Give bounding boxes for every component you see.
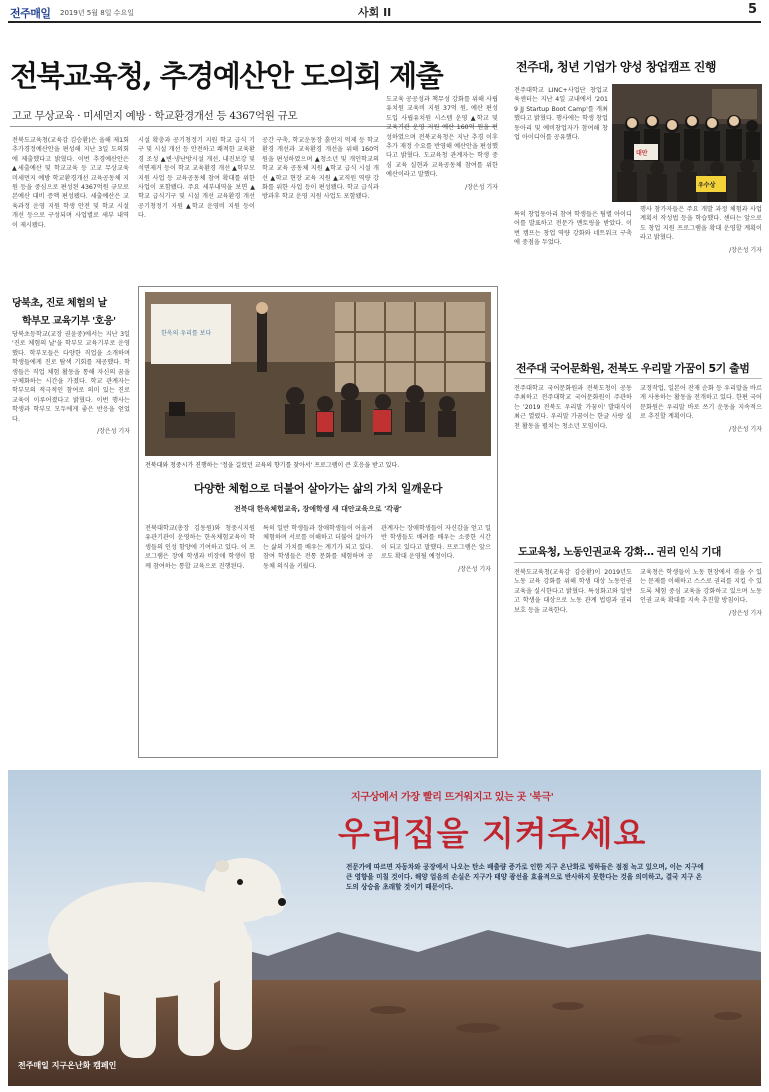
feature-column-3-wrap	[381, 524, 491, 573]
labor-rights-headline: 도교육청, 노동인권교육 강화… 권리 인식 기대	[518, 546, 721, 558]
ad-credit: 전주매일 지구온난화 캠페인	[18, 1061, 117, 1070]
photo-sign-2: 우수상	[698, 182, 716, 189]
main-story-column-4	[386, 95, 498, 191]
feature-headline: 다양한 체험으로 더불어 살아가는 삶의 가치 일깨운다	[193, 482, 443, 495]
feature-photo	[145, 292, 491, 456]
feature-byline: /장은성 기자	[458, 565, 491, 573]
section-name: 사회 II	[358, 6, 392, 19]
ad-title: 우리집을 지켜주세요	[338, 814, 647, 853]
page-number: 5	[748, 2, 758, 17]
career-day-headline-1: 당북초, 진로 체험의 날	[12, 298, 107, 309]
startup-camp-photo	[612, 84, 762, 202]
korean-language-byline: /장은성 기자	[729, 425, 762, 433]
startup-camp-text-3: 행사 참가자들은 주요 개발 과정 체험과 사업 계획서 작성법 등을 학습했다. 센터는 앞으로도 창업 지원 프로그램을 확대 운영할 계획이라고 밝혔다.	[640, 206, 762, 242]
korean-language-col-b-wrap	[640, 384, 762, 433]
korean-language-col-b: 교정작업, 일본어 잔재 순화 등 우리말을 바르게 사용하는 활동을 전개하고 있다. 한편 국어문화원은 우리말 바로 쓰기 운동을 지속적으로 추진할 계획이다.	[640, 385, 762, 421]
career-day-text: 당북초등학교(교장 권윤중)에서는 지난 3일 '진로 체험의 날'을 학부모 교육기부로 운영했다. 학부모들은 다양한 직업을 소개하며 학생들에게 진로 탐색 기회를 제공했다. 학생들은 직업 체험 활동을 통해 자신의 꿈을 구체화하는 시간을 가졌다. 학교 관계자는 학부모의 적극적인 참여로 의미 있는 진로 교육이 이루어졌다고 밝혔다. 이번 행사는 학생과 학부모 모두에게 좋은 반응을 얻었다.	[12, 331, 130, 423]
header-divider	[8, 21, 761, 23]
startup-camp-byline: /장은성 기자	[729, 246, 762, 254]
photo-sign-1: 대안	[636, 150, 648, 157]
startup-camp-text-1: 전주대학교 LINC+사업단 창업교육센터는 지난 4일 교내에서 '2019 JJ Startup Boot Camp'를 개최했다고 밝혔다. 행사에는 학생 창업동아리 및 예비창업자가 참여해 창업 아이디어를 공유했다.	[514, 87, 608, 142]
career-day-text-wrap	[12, 330, 130, 435]
labor-rights-divider	[514, 562, 762, 563]
main-story-column-4-text: 도교육 공공성과 책무성 강화를 위해 사립유치원 교육비 지원 37억 원, 예산 편성 도입 사립유치원 시스템 운영 ▲학교 및 교육기관 운영 지원 예산 160억 원을 편성하였으며 전북교육청은 지난 추경 이후 추가 재정 수요를 반영해 예산안을 편성했다고 밝혔다. 도교육청 관계자는 학생 중심 교육 실현과 교육공동체 참여를 위한 예산이라고 말했다.	[386, 96, 498, 179]
korean-language-col-a: 전주대학교 국어문화원과 전북도청이 공동 주최하고 전주대학교 국어문화원이 주관하는 '2019 전북도 우리말 가꿈이' 발대식이 최근 열렸다. 우리말 가꿈이는 한글 사랑 실천 활동을 펼치는 청소년 모임이다.	[514, 385, 632, 430]
labor-rights-col-b: 교육청은 학생들이 노동 현장에서 겪을 수 있는 문제를 이해하고 스스로 권리를 지킬 수 있도록 체험 중심 교육을 강화하고 있으며 노동인권 교육 확대를 지속 추진할 방침이다.	[640, 569, 762, 605]
career-day-byline: /장은성 기자	[97, 428, 130, 436]
korean-language-headline: 전주대 국어문화원, 전북도 우리말 가꿈이 5기 출범	[516, 362, 750, 375]
startup-camp-text-2: 특히 창업동아리 참여 학생들은 팀별 아이디어를 발표하고 전문가 멘토링을 받았다. 이번 캠프는 창업 역량 강화와 네트워크 구축에 중점을 두었다.	[514, 211, 632, 247]
feature-caption: 전북대와 청중시가 진행하는 '정을 길렀던 교육의 향기를 찾아서' 프로그램이 큰 호응을 받고 있다.	[145, 462, 400, 469]
main-story-column-3: 공간 구축, 학교운동장 흙먼지 억제 등 학교 환경 개선과 교육환경 개선을 위해 160억 원을 편성하였으며 ▲청소년 및 개인학교의 학교 교육 공동체 지원 ▲학교 급식 시설 개선 ▲학교 현장 교육 지원 ▲교직원 역량 강화를 위한 사업 등이 편성됐다. 학교 급식과 방과후 학교 운영 지원 사업도 포함됐다.	[262, 137, 379, 201]
labor-rights-col-a: 전북도교육청(교육감 김승환)이 2019년도 노동 교육 강화를 위해 학생 대상 노동인권교육을 실시한다고 밝혔다. 특성화고와 일반고 학생을 대상으로 노동 관계 법령과 권리 보호 등을 교육한다.	[514, 569, 632, 614]
startup-camp-headline: 전주대, 청년 기업가 양성 창업캠프 진행	[516, 60, 716, 74]
labor-rights-byline: /장은성 기자	[729, 609, 762, 617]
main-subhead: 고교 무상교육 · 미세먼지 예방 · 학교환경개선 등 4367억원 규모	[12, 110, 298, 122]
masthead: 전주매일	[10, 7, 51, 20]
labor-rights-col-b-wrap	[640, 568, 762, 617]
feature-column-3: 관계자는 장애학생들이 자신감을 얻고 일반 학생들도 배려를 배우는 소중한 시간이 되고 있다고 말했다. 프로그램은 앞으로도 확대 운영될 예정이다.	[381, 525, 491, 561]
ad-tagline: 지구상에서 가장 빨리 뜨거워지고 있는 곳 '북극'	[351, 792, 554, 803]
main-headline: 전북교육청, 추경예산안 도의회 제출	[10, 59, 443, 93]
feature-column-1: 전북대학교(총장 김동원)와 청중시지원 유관기관이 운영하는 한옥체험교육이 학생들의 인성 함양에 기여하고 있다. 이 프로그램은 장애 학생과 비장애 학생이 함께 참여하는 통합 교육으로 진행된다.	[145, 525, 255, 570]
feature-column-2: 특히 일반 학생들과 장애학생들이 어울려 체험하며 서로를 이해하고 더불어 살아가는 삶의 가치를 배우는 계기가 되고 있다. 참여 학생들은 전통 문화를 체험하며 공동체 의식을 키웠다.	[263, 525, 373, 570]
startup-camp-text-3-wrap	[640, 205, 762, 254]
ad-copy: 전문가에 따르면 자동차와 공장에서 나오는 탄소 배출량 증가로 인한 지구 온난화로 빙하들은 점점 녹고 있으며, 이는 지구에 큰 영향을 미칠 것이다. 해양 얼음의 손실은 지구가 태양 광선을 효율적으로 반사하지 못한다는 것을 의미하고, 결국 지구 온도의 상승을 초래할 것이기 때문이다.	[346, 863, 704, 891]
career-day-headline-2: 학부모 교육기부 '호응'	[22, 316, 116, 327]
korean-language-divider	[514, 378, 762, 379]
publication-date: 2019년 5월 8일 수요일	[60, 9, 134, 17]
main-story-column-1: 전북도교육청(교육감 김승환)은 올해 제1회 추가경정예산안을 편성해 지난 3일 도의회에 제출했다고 밝혔다. 이번 추경예산안은 ▲세출예산 및 학교교육 등 고교 무상교육 미세먼지 예방 학교환경개선 교육공동체 지원 등을 중심으로 편성된 4367억원 규모로 본예산 대비 증액 편성됐다. 세출예산은 교육과정 운영 지원 학생 안전 및 학교 시설 개선 등으로 구성되며 사업별로 세부 내역이 제시됐다.	[12, 137, 129, 229]
feature-subhead: 전북대 한옥체험교육, 장애학생 새 대안교육으로 '각광'	[234, 505, 402, 513]
main-story-column-2: 시설 확충과 공기청정기 지원 학교 급식 기구 및 시설 개선 등 안전하고 쾌적한 교육환경 조성 ▲변·냉난방시설 개선, 내진보강 및 석면제거 등이 학교 교육환경 개선 ▲학부모 지원 사업 등 교육공동체 참여 확대를 위한 사업이 포함됐다. 주요 세부내역을 보면 ▲학교 급식기구 및 시설 개선 교육환경 개선 공기청정기 지원 ▲학교 운영비 지원 등이다.	[138, 137, 255, 220]
feature-screen-text: 한옥의 우리를 보다	[161, 330, 212, 337]
main-story-byline: /장은성 기자	[465, 183, 498, 191]
